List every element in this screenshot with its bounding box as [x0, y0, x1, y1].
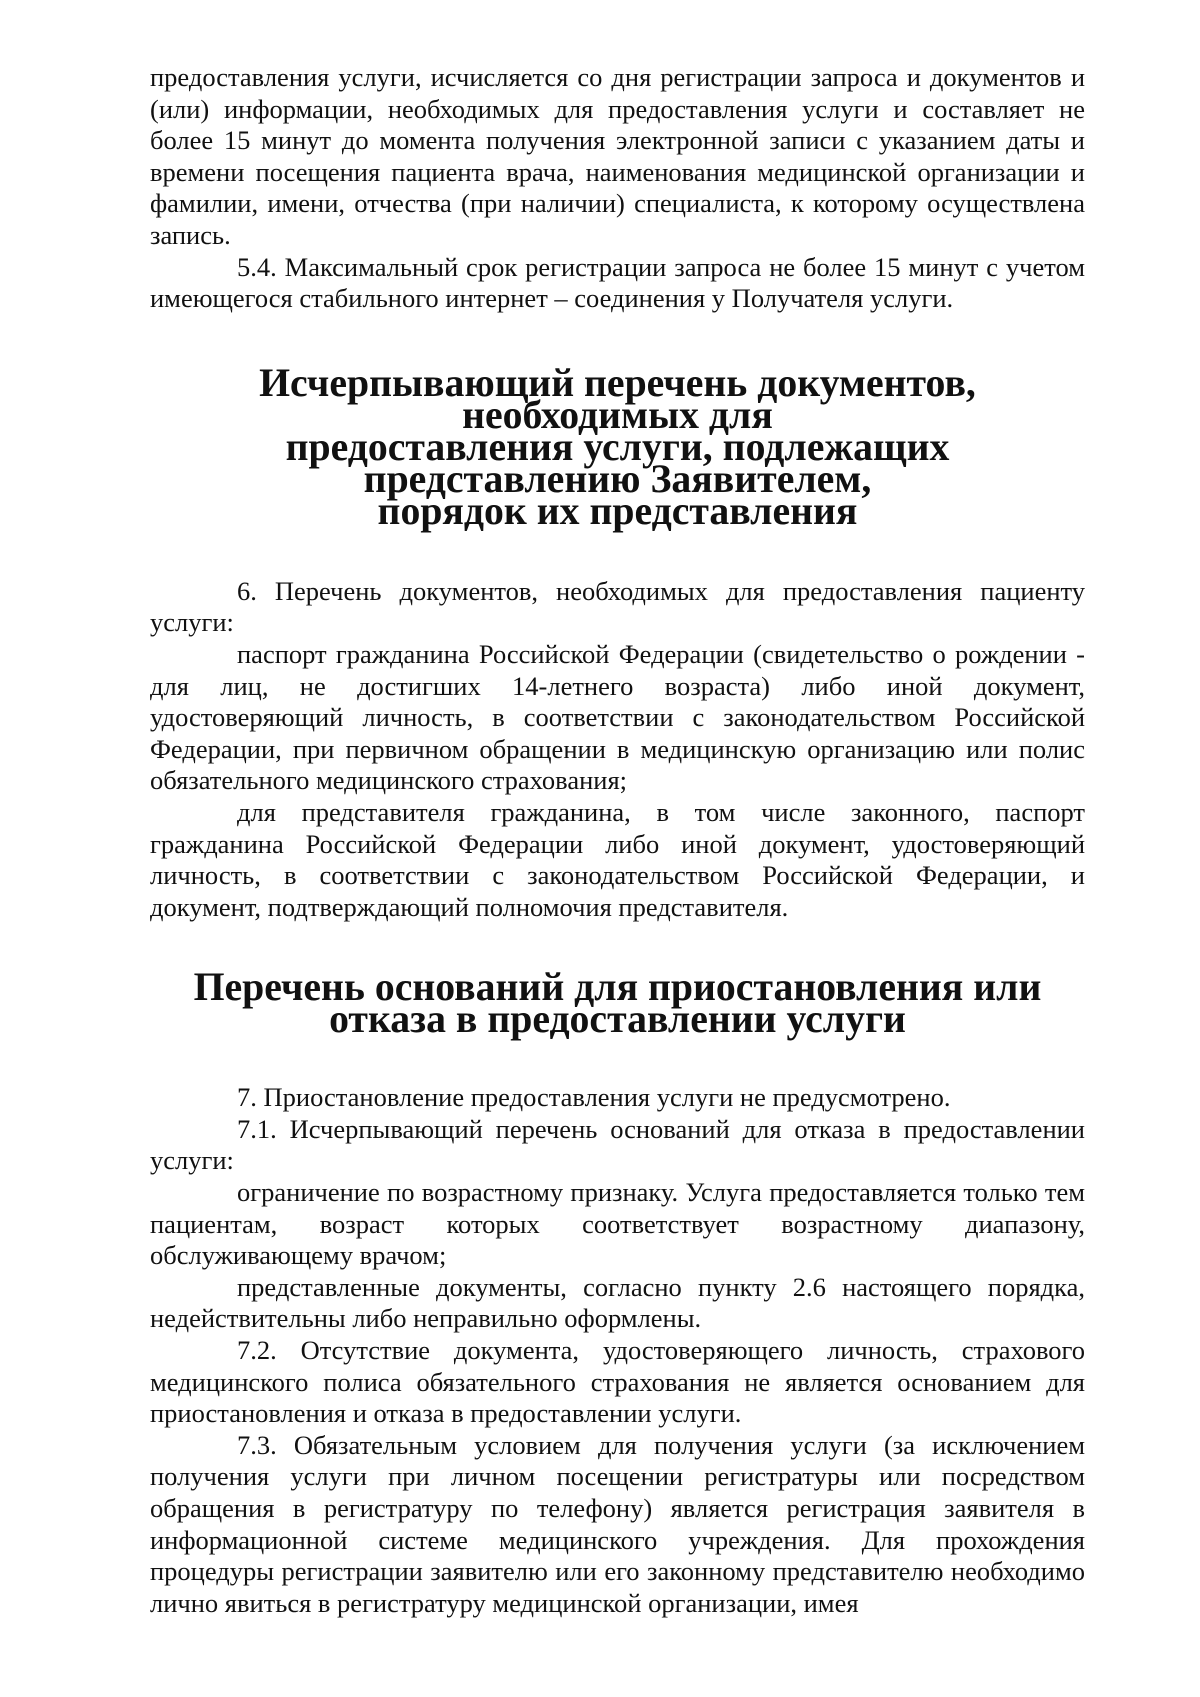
- paragraph-6-passport: паспорт гражданина Российской Федерации (свидетельство о рождении - для лиц, не достигших 14-летнего возраста) либо иной документ, удостоверяющий личность, в соответствии с законодательством Российской Федерации, при первичном обращении в медицинскую организацию или полис обязательного медицинского страхования;: [150, 638, 1085, 796]
- paragraph-7-3: 7.3. Обязательным условием для получения услуги (за исключением получения услуги при личном посещении регистратуры или посредством обращения в регистратуру по телефону) является регистрация заявителя в информационной системе медицинского учреждения. Для прохождения процедуры регистрации заявителю или его законному представителю необходимо лично явиться в регистратуру медицинской организации, имея: [150, 1429, 1085, 1618]
- paragraph-5-4: 5.4. Максимальный срок регистрации запроса не более 15 минут с учетом имеющегося стабильного интернет – соединения у Получателя услуги.: [150, 251, 1085, 314]
- heading-refusal-grounds: [150, 965, 1085, 1042]
- paragraph-7-2: 7.2. Отсутствие документа, удостоверяющего личность, страхового медицинского полиса обязательного страхования не является основанием для приостановления и отказа в предоставлении услуги.: [150, 1335, 1085, 1429]
- heading-refusal-line-1: Перечень оснований для приостановления или: [193, 965, 1042, 1010]
- document-page: [150, 62, 1085, 1619]
- heading-documents-list: [150, 360, 1085, 533]
- paragraph-6-representative: для представителя гражданина, в том числе законного, паспорт гражданина Российской Федерации либо иной документ, удостоверяющий личность, в соответствии с законодательством Российской Федерации, и документ, подтверждающий полномочия представителя.: [150, 796, 1085, 922]
- paragraph-7: 7. Приостановление предоставления услуги не предусмотрено.: [237, 1082, 951, 1113]
- heading-refusal-line-2: отказа в предоставлении услуги: [329, 997, 906, 1042]
- heading-documents-line-1: Исчерпывающий перечень документов, необходимых для: [259, 360, 976, 437]
- paragraph-7-1-age: ограничение по возрастному признаку. Услуга предоставляется только тем пациентам, возраст которых соответствует возрастному диапазону, обслуживающему врачом;: [150, 1177, 1085, 1271]
- paragraph-6: 6. Перечень документов, необходимых для предоставления пациенту услуги:: [150, 575, 1085, 638]
- paragraph-7-1: 7.1. Исчерпывающий перечень оснований для отказа в предоставлении услуги:: [150, 1113, 1085, 1176]
- heading-documents-line-3: порядок их представления: [377, 488, 858, 533]
- paragraph-service-duration: предоставления услуги, исчисляется со дня регистрации запроса и документов и (или) информации, необходимых для предоставления услуги и составляет не более 15 минут до момента получения электронной записи с указанием даты и времени посещения пациента врача, наименования медицинской организации и фамилии, имени, отчества (при наличии) специалиста, к которому осуществлена запись.: [150, 62, 1085, 250]
- paragraph-7-1-documents: представленные документы, согласно пункту 2.6 настоящего порядка, недействительны либо неправильно оформлены.: [150, 1271, 1085, 1334]
- heading-documents-line-2: предоставления услуги, подлежащих представлению Заявителем,: [285, 424, 950, 501]
